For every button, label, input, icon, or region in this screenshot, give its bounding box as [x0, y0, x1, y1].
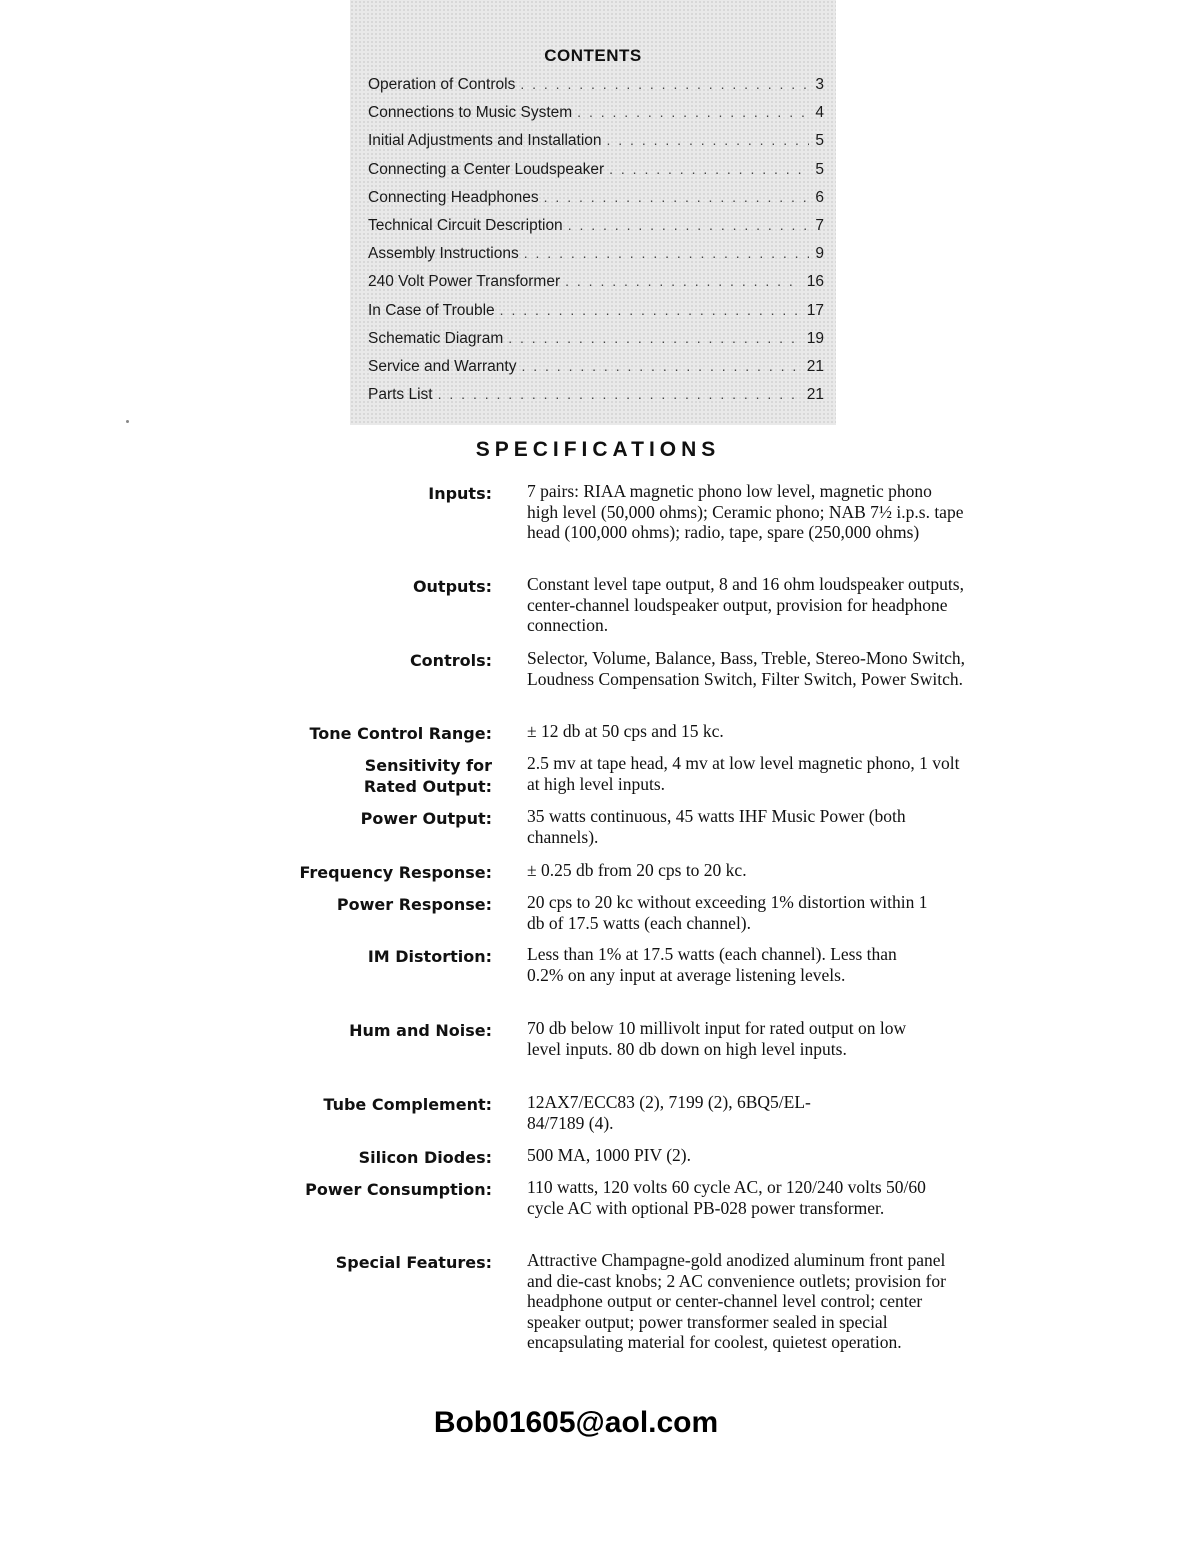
spec-value: 20 cps to 20 kc without exceeding 1% distortion within 1 db of 17.5 watts (each channel).	[527, 892, 928, 933]
dot-leader	[524, 245, 809, 261]
toc-entry	[368, 245, 824, 273]
dot-leader	[438, 386, 802, 402]
toc-entry-label: Parts List	[368, 386, 433, 404]
toc-entry-page: 3	[815, 76, 824, 93]
spec-label: Special Features:	[335, 1253, 492, 1272]
dot-leader	[508, 330, 802, 346]
dot-leader	[568, 217, 809, 233]
spec-value: ± 0.25 db from 20 cps to 20 kc.	[527, 860, 747, 880]
toc-entry-page: 9	[815, 245, 824, 263]
spec-value: ± 12 db at 50 cps and 15 kc.	[527, 721, 724, 741]
toc-entry-page: 17	[806, 301, 824, 319]
toc-entry-page: 5	[815, 160, 824, 178]
contents-title: CONTENTS	[544, 46, 642, 65]
toc-entry-label: Connecting Headphones	[368, 188, 539, 206]
stray-mark	[126, 420, 129, 423]
spec-label: IM Distortion:	[367, 947, 492, 966]
toc-entry	[368, 330, 824, 358]
dot-leader	[607, 132, 810, 148]
toc-entry-label: 240 Volt Power Transformer	[368, 273, 561, 291]
spec-label: Inputs:	[428, 484, 492, 503]
toc-entry-label: Operation of Controls	[368, 76, 516, 93]
toc-entry-label: Connecting a Center Loudspeaker	[368, 160, 605, 178]
spec-value: 7 pairs: RIAA magnetic phono low level, magnetic phono high level (50,000 ohms); Ceramic phono; NAB 7½ i.p.s. tape head (100,000 ohms); radio, tape, spare (250,000 ohms)	[527, 481, 964, 542]
spec-value: 12AX7/ECC83 (2), 7199 (2), 6BQ5/EL-84/7189 (4).	[527, 1092, 811, 1133]
dot-leader	[544, 189, 809, 205]
toc-entry	[368, 104, 824, 132]
spec-label: Power Output:	[360, 809, 492, 828]
dot-leader	[521, 358, 801, 374]
spec-label: Tube Complement:	[323, 1095, 492, 1114]
spec-label: Sensitivity for Rated Output:	[363, 756, 492, 796]
toc-entry-page: 21	[806, 357, 824, 375]
toc-entry-page: 16	[806, 273, 824, 291]
dot-leader	[577, 104, 809, 120]
toc-entry	[368, 161, 824, 189]
spec-label: Outputs:	[412, 577, 492, 596]
dot-leader	[609, 161, 809, 177]
toc-entry-page: 4	[815, 104, 824, 122]
spec-value: Attractive Champagne-gold anodized aluminum front panel and die-cast knobs; 2 AC convenience outlets; provision for headphone output or center-channel level control; center speaker output; power transformer sealed in special encapsulating material for coolest, quietest operation.	[527, 1250, 946, 1352]
toc-entry-page: 6	[815, 188, 824, 206]
toc-entry-label: Assembly Instructions	[368, 245, 519, 263]
dot-leader	[565, 273, 802, 289]
spec-value: 2.5 mv at tape head, 4 mv at low level magnetic phono, 1 volt at high level inputs.	[527, 753, 960, 794]
toc-entry	[368, 302, 824, 330]
spec-value: 500 MA, 1000 PIV (2).	[527, 1145, 691, 1165]
spec-value: Selector, Volume, Balance, Bass, Treble, Stereo-Mono Switch, Loudness Compensation Switch, Filter Switch, Power Switch.	[527, 648, 966, 689]
toc-entry-page: 7	[815, 216, 824, 234]
toc-entry	[368, 132, 824, 160]
contents-list	[368, 76, 824, 414]
toc-entry-page: 5	[815, 132, 824, 150]
contents-panel	[350, 0, 836, 425]
spec-value: 110 watts, 120 volts 60 cycle AC, or 120/240 volts 50/60 cycle AC with optional PB-028 power transformer.	[527, 1177, 926, 1218]
spec-value: Constant level tape output, 8 and 16 ohm loudspeaker outputs, center-channel loudspeaker output, provision for headphone connection.	[527, 574, 964, 635]
spec-value: Less than 1% at 17.5 watts (each channel). Less than 0.2% on any input at average listening levels.	[527, 944, 897, 985]
toc-entry-label: Schematic Diagram	[368, 329, 504, 347]
toc-entry-label: Technical Circuit Description	[368, 216, 563, 234]
toc-entry-label: Service and Warranty	[368, 357, 517, 375]
spec-label: Frequency Response:	[299, 863, 492, 882]
spec-label: Silicon Diodes:	[358, 1148, 492, 1167]
toc-entry-label: In Case of Trouble	[368, 301, 495, 319]
dot-leader	[520, 76, 809, 92]
spec-label: Power Response:	[336, 895, 492, 914]
toc-entry	[368, 189, 824, 217]
dot-leader	[500, 302, 802, 318]
toc-entry-label: Connections to Music System	[368, 104, 573, 122]
spec-label: Power Consumption:	[305, 1180, 492, 1199]
specifications-heading: SPECIFICATIONS	[475, 438, 721, 461]
toc-entry	[368, 273, 824, 301]
toc-entry	[368, 217, 824, 245]
spec-value: 70 db below 10 millivolt input for rated output on low level inputs. 80 db down on high level inputs.	[527, 1018, 907, 1059]
spec-value: 35 watts continuous, 45 watts IHF Music Power (both channels).	[527, 806, 906, 847]
toc-entry-label: Initial Adjustments and Installation	[368, 132, 602, 150]
spec-label: Controls:	[409, 651, 492, 670]
toc-entry-page: 21	[806, 386, 824, 404]
contact-email: Bob01605@aol.com	[433, 1406, 719, 1439]
toc-entry	[368, 386, 824, 414]
spec-label: Tone Control Range:	[309, 724, 492, 743]
spec-label: Hum and Noise:	[349, 1021, 492, 1040]
toc-entry	[368, 76, 824, 104]
toc-entry-page: 19	[806, 329, 824, 347]
toc-entry	[368, 358, 824, 386]
